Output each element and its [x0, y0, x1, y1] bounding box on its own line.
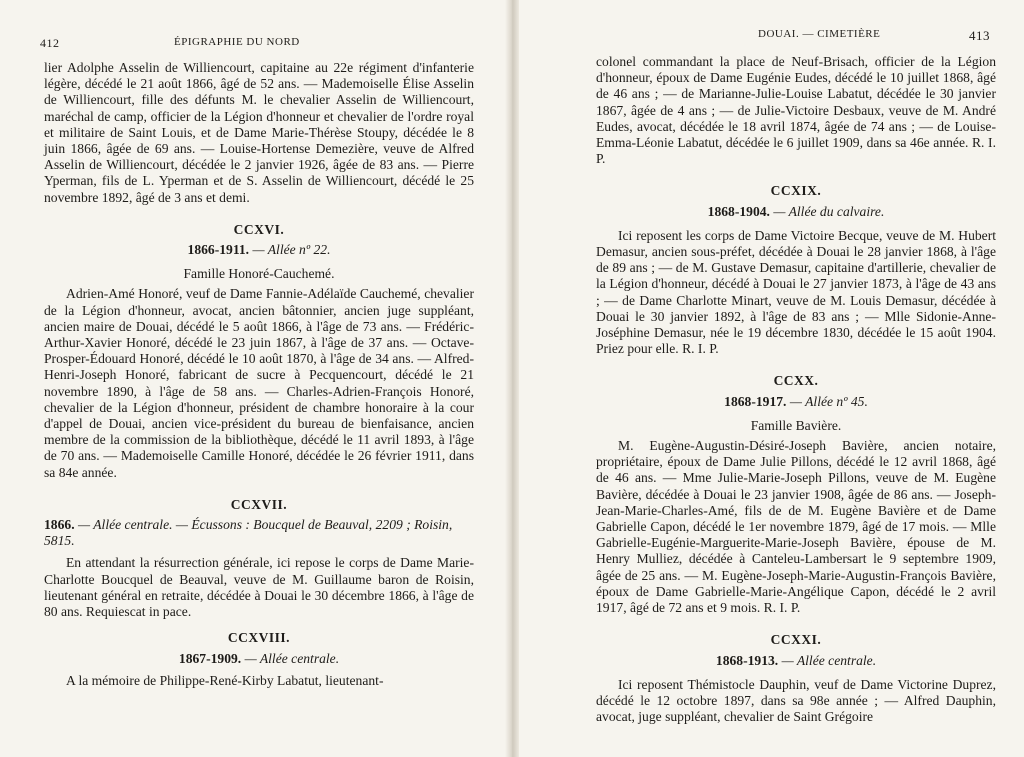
entry-ccxviii: [44, 630, 474, 689]
entry-numeral: CCXVIII.: [227, 630, 291, 646]
right-page-number: 413: [969, 28, 990, 43]
entry-ccxix: [596, 183, 996, 357]
entry-years: 1868-1913.: [715, 652, 779, 668]
entry-location: — Allée centrale. — Écussons : Boucquel de Beauval, 2209 ; Roisin, 5815.: [44, 517, 453, 549]
entry-text: Ici reposent Thémistocle Dauphin, veuf de Dame Victorine Duprez, décédé le 12 octobre 1897, dans sa 98e année ; — Alfred Dauphin, avocat, juge suppléant, chevalier de Saint Grégoire: [596, 676, 996, 725]
entry-location: — Allée centrale.: [244, 650, 340, 666]
entry-dates: [44, 517, 474, 549]
left-page: [14, 0, 484, 757]
entry-numeral: CCXVII.: [230, 496, 288, 512]
entry-family: Famille Bavière.: [750, 417, 842, 433]
entry-text: En attendant la résurrection générale, ici repose le corps de Dame Marie-Charlotte Boucquel de Beauval, veuve de M. Guillaume baron de Roisin, lieutenant général en retraite, décédée à Douai le 30 décembre 1866, à l'âge de 80 ans. Requiescat in pace.: [44, 555, 474, 620]
entry-years: 1867-1909.: [178, 650, 242, 666]
entry-location: — Allée nº 45.: [789, 393, 868, 409]
left-intro-paragraph: lier Adolphe Asselin de Williencourt, capitaine au 22e régiment d'infanterie légère, décédé le 21 août 1866, âgé de 52 ans. — Mademoiselle Élise Asselin de Williencourt, fille des défunts M. le chevalier Asselin de Williencourt, maréchal de camp, officier de la Légion d'honneur et chevalier de l'ordre royal et militaire de Saint Louis, et de Dame Marie-Thérèse Stoupy, décédée le 8 juin 1866, âgée de 69 ans. — Louise-Hortense Demezière, veuve de Alfred Asselin de Williencourt, décédée le 2 janvier 1926, âgée de 83 ans. — Pierre Yperman, fils de L. Yperman et de S. Asselin de Williencourt, décédé le 25 novembre 1892, âgé de 3 ans et demi.: [44, 60, 474, 205]
right-page: [538, 0, 1008, 757]
left-page-number: 412: [40, 36, 60, 50]
right-running-head: [538, 28, 1008, 48]
entry-numeral: CCXVI.: [233, 221, 285, 237]
right-intro-paragraph: colonel commandant la place de Neuf-Brisach, officier de la Légion d'honneur, époux de Dame Eugénie Eudes, décédé le 10 juillet 1868, âgé de 46 ans ; — de Marianne-Julie-Louise Labatut, décédée le 30 janvier 1867, âgée de 4 ans ; — de Julie-Victoire Desbaux, veuve de M. André Eudes, avocat, décédée le 18 avril 1874, âgée de 74 ans ; — de Louise-Emma-Léonie Labatut, décédée le 6 juillet 1909, dans sa 46e année. R. I. P.: [596, 54, 996, 167]
entry-ccxvii: [44, 497, 474, 620]
entry-numeral: CCXX.: [773, 373, 819, 389]
entry-ccxxi: [596, 632, 996, 725]
entry-text: Adrien-Amé Honoré, veuf de Dame Fannie-Adélaïde Cauchemé, chevalier de la Légion d'honneur, avocat, ancien bâtonnier, ancien juge suppléant, ancien maire de Douai, décédé le 5 août 1866, à l'âge de 73 ans. — Frédéric-Arthur-Xavier Honoré, décédé le 23 juin 1867, à l'âge de 37 ans. — Octave-Prosper-Édouard Honoré, décédé le 10 août 1870, à l'âge de 34 ans. — Alfred-Henri-Joseph Honoré, fabricant de sucre à Pecquencourt, décédé le 21 novembre 1890, à l'âge de 58 ans. — Charles-Adrien-François Honoré, chevalier de la Légion d'honneur, président de chambre honoraire à la cour d'appel de Douai, ancien vice-président du bureau de bienfaisance, ancien membre de la commission de la bibliothèque, décédé le 11 avril 1893, à l'âge de 70 ans. — Mademoiselle Camille Honoré, décédée le 26 février 1911, dans sa 84e année.: [44, 286, 474, 480]
entry-dates: [44, 651, 474, 667]
entry-years: 1868-1917.: [724, 393, 787, 409]
left-page-body: [44, 60, 474, 689]
entry-ccxvi: [44, 222, 474, 481]
entry-location: — Allée du calvaire.: [773, 203, 885, 219]
left-running-head: [14, 36, 484, 56]
entry-family: Famille Honoré-Cauchemé.: [183, 266, 335, 282]
right-page-body: [596, 54, 996, 725]
entry-location: — Allée nº 22.: [252, 242, 331, 258]
entry-numeral: CCXXI.: [770, 632, 822, 648]
entry-text: Ici reposent les corps de Dame Victoire Becque, veuve de M. Hubert Demasur, ancien sous-préfet, décédée à Douai le 28 janvier 1868, à l'âge de 89 ans ; — de M. Gustave Demasur, capitaine d'artillerie, chevalier de la Légion d'honneur, décédé à Douai le 27 janvier 1873, à l'âge de 43 ans ; — de Dame Charlotte Minart, veuve de M. Louis Demasur, décédée à Douai le 30 janvier 1892, à l'âge de 83 ans ; — Mlle Sidonie-Anne-Joséphine Demasur, née le 19 décembre 1830, décédée le 15 août 1904. Priez pour elle. R. I. P.: [596, 227, 996, 357]
entry-text: A la mémoire de Philippe-René-Kirby Labatut, lieutenant-: [66, 672, 384, 688]
entry-dates: [44, 242, 474, 258]
entry-dates: [596, 204, 996, 220]
entry-numeral: CCXIX.: [770, 183, 822, 199]
entry-dates: [596, 394, 996, 410]
entry-years: 1866-1911.: [187, 242, 250, 258]
entry-years: 1868-1904.: [707, 203, 770, 219]
book-gutter: [505, 0, 519, 757]
entry-dates: [596, 653, 996, 669]
entry-text: M. Eugène-Augustin-Désiré-Joseph Bavière, ancien notaire, propriétaire, époux de Dame Julie Pillons, décédé le 12 avril 1868, âgé de 46 ans. — Mme Julie-Marie-Joseph Pillons, veuve de M. Eugène Bavière, décédée à Douai le 23 janvier 1908, âgée de 86 ans. — Joseph-Jean-Marie-Charles-Amé, fils de de M. Eugène Bavière et de Dame Gabrielle Capon, décédé le 1er novembre 1879, âgé de 17 mois. — Mlle Gabrielle-Eugénie-Marguerite-Marie-Joseph Bavière, épouse de M. Henry Mulliez, décédée à Canteleu-Lambersart le 9 septembre 1909, âgée de 25 ans. — M. Eugène-Joseph-Marie-Augustin-François Bavière, époux de Dame Gabrielle-Marie-Angélique Capon, décédé le 2 avril 1917, âgé de 72 ans et 9 mois. R. I. P.: [596, 438, 996, 616]
entry-ccxx: [596, 373, 996, 616]
entry-location: — Allée centrale.: [781, 652, 877, 668]
entry-years: 1866.: [44, 517, 75, 533]
right-running-title: DOUAI. — CIMETIÈRE: [758, 28, 881, 40]
left-running-title: ÉPIGRAPHIE DU NORD: [174, 36, 300, 48]
